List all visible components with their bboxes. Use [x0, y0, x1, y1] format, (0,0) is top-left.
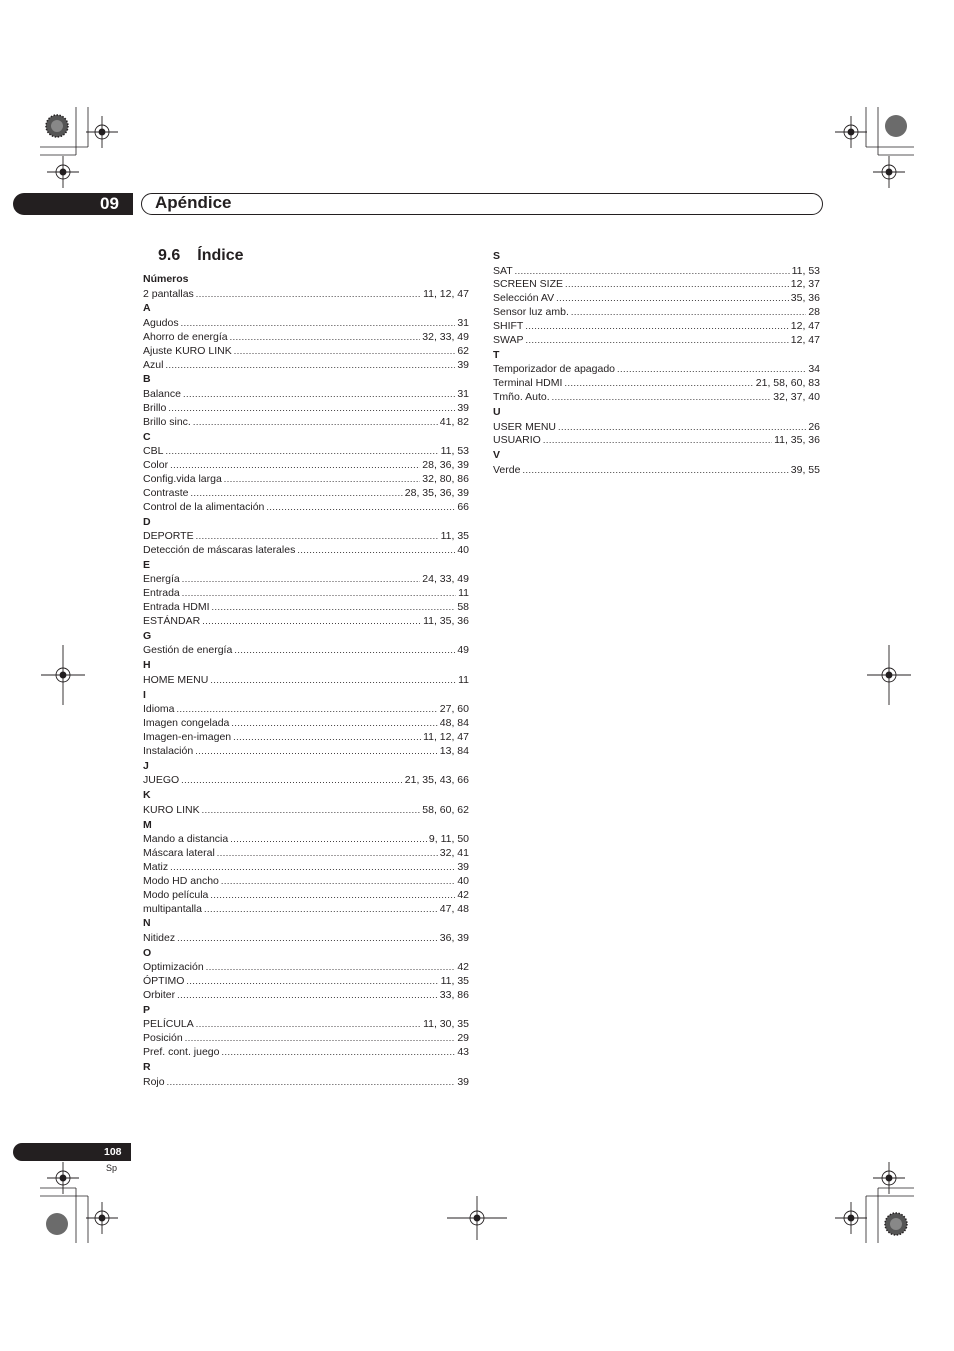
index-entry: [143, 544, 469, 558]
index-pages: 31: [457, 316, 469, 329]
dot-leader: [170, 861, 455, 875]
index-pages: 33, 86: [439, 989, 469, 1002]
index-term: Control de la alimentación: [143, 500, 265, 513]
dot-leader: [230, 331, 421, 345]
index-term: Azul: [143, 358, 164, 371]
index-entry: [143, 331, 469, 345]
index-entry: [143, 359, 469, 373]
section-title: [158, 247, 243, 265]
index-term: Imagen congelada: [143, 717, 230, 730]
index-entry: [493, 377, 820, 391]
index-term: SAT: [493, 264, 513, 277]
index-pages: 32, 37, 40: [773, 391, 820, 404]
index-entry: [493, 278, 820, 292]
index-term: Nitidez: [143, 931, 176, 944]
index-entry: [143, 833, 469, 847]
index-term: USUARIO: [493, 434, 541, 447]
dot-leader: [182, 573, 421, 587]
dot-leader: [204, 903, 438, 917]
index-pages: 11, 53: [440, 445, 469, 458]
index-entry: [143, 932, 469, 946]
index-pages: 39: [457, 401, 469, 414]
index-letter-heading: S: [493, 250, 501, 262]
index-pages: 11, 30, 35: [423, 1018, 469, 1031]
dot-leader: [167, 1076, 456, 1090]
page-language: Sp: [106, 1163, 118, 1173]
index-pages: 21, 35, 43, 66: [404, 774, 469, 787]
index-pages: 11, 12, 47: [423, 730, 469, 743]
index-entry: [143, 774, 469, 788]
index-entry: [143, 875, 469, 889]
index-term: Selección AV: [493, 292, 555, 305]
section-number: 9.6: [158, 247, 181, 264]
index-term: Máscara lateral: [143, 846, 215, 859]
index-entry: [143, 416, 469, 430]
index-entry: [493, 464, 820, 478]
dot-leader: [210, 674, 456, 688]
index-term: KURO LINK: [143, 803, 200, 816]
index-pages: 40: [457, 874, 469, 887]
index-entry: [493, 421, 820, 435]
index-term: CBL: [143, 445, 164, 458]
index-pages: 58, 60, 62: [422, 803, 469, 816]
dot-leader: [230, 833, 427, 847]
index-pages: 39: [457, 860, 469, 873]
dot-leader: [191, 487, 403, 501]
index-entry: [143, 1046, 469, 1060]
chapter-title-bar: [141, 193, 823, 215]
dot-leader: [170, 459, 420, 473]
index-pages: 34: [808, 363, 820, 376]
index-entry: [143, 587, 469, 601]
index-pages: 58: [457, 601, 469, 614]
index-pages: 26: [808, 420, 820, 433]
index-column-right: [493, 249, 820, 478]
section-title-text: Índice: [197, 247, 244, 264]
index-term: Config.vida larga: [143, 472, 222, 485]
dot-leader: [206, 961, 456, 975]
index-entry: [143, 459, 469, 473]
index-pages: 41, 82: [439, 415, 469, 428]
index-term: Sensor luz amb.: [493, 306, 569, 319]
index-entry: [143, 1032, 469, 1046]
index-pages: 28, 36, 39: [422, 459, 469, 472]
index-entry: [493, 265, 820, 279]
index-entry: [143, 717, 469, 731]
index-pages: 36, 39: [439, 931, 469, 944]
index-pages: 66: [457, 500, 469, 513]
index-pages: 42: [457, 888, 469, 901]
page-number: 108: [104, 1146, 122, 1158]
index-term: Optimización: [143, 961, 204, 974]
dot-leader: [224, 473, 420, 487]
index-term: PELÍCULA: [143, 1018, 194, 1031]
index-entry: [143, 288, 469, 302]
index-pages: 13, 84: [439, 744, 469, 757]
dot-leader: [193, 416, 438, 430]
index-entry: [143, 1018, 469, 1032]
dot-leader: [202, 615, 421, 629]
dot-leader: [552, 391, 772, 405]
index-term: Modo HD ancho: [143, 874, 219, 887]
index-entry: [143, 388, 469, 402]
index-pages: 9, 11, 50: [428, 833, 469, 846]
index-entry: [143, 804, 469, 818]
index-entry: [493, 391, 820, 405]
index-pages: 47, 48: [439, 902, 469, 915]
dot-leader: [558, 421, 806, 435]
dot-leader: [196, 1018, 421, 1032]
dot-leader: [571, 306, 806, 320]
index-term: Pref. cont. juego: [143, 1046, 220, 1059]
index-term: Posición: [143, 1032, 183, 1045]
index-entry: [493, 292, 820, 306]
dot-leader: [202, 804, 421, 818]
dot-leader: [217, 847, 438, 861]
index-letter-heading: N: [143, 917, 151, 930]
index-term: Detección de máscaras laterales: [143, 543, 296, 556]
index-term: Color: [143, 459, 169, 472]
dot-leader: [196, 530, 439, 544]
dot-leader: [177, 932, 438, 946]
index-letter-heading: R: [143, 1061, 151, 1074]
index-term: SCREEN SIZE: [493, 278, 564, 291]
dot-leader: [234, 345, 456, 359]
index-entry: [143, 975, 469, 989]
index-pages: 39: [457, 1075, 469, 1088]
index-letter-heading: A: [143, 302, 151, 315]
index-term: DEPORTE: [143, 530, 194, 543]
index-pages: 28: [808, 306, 820, 319]
index-entry: [143, 731, 469, 745]
index-pages: 40: [457, 543, 469, 556]
index-letter-heading: O: [143, 946, 152, 959]
index-term: Matiz: [143, 860, 169, 873]
dot-leader: [221, 875, 455, 889]
index-entry: [493, 434, 820, 448]
dot-leader: [525, 320, 788, 334]
index-entry: [143, 961, 469, 975]
index-term: Agudos: [143, 316, 179, 329]
dot-leader: [177, 703, 438, 717]
index-entry: [143, 703, 469, 717]
index-term: Brillo: [143, 401, 167, 414]
index-term: 2 pantallas: [143, 287, 194, 300]
index-entry: [143, 601, 469, 615]
dot-leader: [186, 975, 438, 989]
index-letter-heading: I: [143, 688, 146, 701]
index-entry: [143, 445, 469, 459]
dot-leader: [231, 717, 437, 731]
index-letter-heading: G: [143, 629, 152, 642]
index-entry: [143, 530, 469, 544]
dot-leader: [183, 388, 455, 402]
index-pages: 43: [457, 1046, 469, 1059]
index-pages: 32, 41: [439, 846, 469, 859]
index-letter-heading: P: [143, 1003, 151, 1016]
dot-leader: [221, 1046, 455, 1060]
index-letter-heading: H: [143, 659, 151, 672]
index-term: Contraste: [143, 486, 189, 499]
dot-leader: [234, 644, 455, 658]
index-term: Entrada HDMI: [143, 601, 210, 614]
index-pages: 29: [457, 1032, 469, 1045]
index-pages: 11, 35: [440, 975, 469, 988]
dot-leader: [196, 288, 421, 302]
dot-leader: [212, 601, 456, 615]
index-pages: 11: [458, 673, 469, 686]
dot-leader: [185, 1032, 456, 1046]
index-entry: [143, 674, 469, 688]
index-entry: [143, 317, 469, 331]
index-letter-heading: D: [143, 515, 151, 528]
index-entry: [143, 903, 469, 917]
index-term: Ajuste KURO LINK: [143, 344, 232, 357]
index-pages: 39, 55: [790, 463, 820, 476]
index-term: Imagen-en-imagen: [143, 730, 232, 743]
index-pages: 32, 80, 86: [422, 472, 469, 485]
index-pages: 39: [457, 358, 469, 371]
index-pages: 27, 60: [439, 703, 469, 716]
index-letter-heading: V: [493, 449, 501, 462]
dot-leader: [182, 587, 456, 601]
index-term: USER MENU: [493, 420, 557, 433]
index-entry: [493, 334, 820, 348]
dot-leader: [195, 745, 438, 759]
index-entry: [143, 847, 469, 861]
index-pages: 12, 37: [790, 278, 820, 291]
index-pages: 11, 35, 36: [423, 615, 469, 628]
index-letter-heading: K: [143, 789, 151, 802]
index-pages: 11, 53: [791, 264, 820, 277]
index-pages: 49: [457, 644, 469, 657]
index-letter-heading: T: [493, 348, 500, 361]
index-pages: 11, 12, 47: [423, 287, 469, 300]
index-entry: [493, 363, 820, 377]
index-term: Terminal HDMI: [493, 377, 563, 390]
index-term: HOME MENU: [143, 673, 209, 686]
dot-leader: [210, 889, 455, 903]
dot-leader: [515, 265, 790, 279]
index-term: ÓPTIMO: [143, 975, 185, 988]
dot-leader: [165, 445, 438, 459]
index-pages: 62: [457, 344, 469, 357]
index-entry: [143, 501, 469, 515]
index-entry: [143, 745, 469, 759]
index-entry: [143, 889, 469, 903]
index-pages: 42: [457, 961, 469, 974]
index-pages: 11: [458, 587, 469, 600]
index-term: Gestión de energía: [143, 644, 233, 657]
dot-leader: [297, 544, 455, 558]
index-entry: [143, 989, 469, 1003]
index-entry: [143, 487, 469, 501]
index-entry: [143, 644, 469, 658]
dot-leader: [266, 501, 455, 515]
index-term: Rojo: [143, 1075, 165, 1088]
dot-leader: [543, 434, 772, 448]
dot-leader: [556, 292, 789, 306]
index-entry: [143, 402, 469, 416]
index-letter-heading: J: [143, 759, 149, 772]
index-term: Energía: [143, 573, 180, 586]
index-pages: 32, 33, 49: [422, 330, 469, 343]
index-term: Ahorro de energía: [143, 330, 228, 343]
dot-leader: [168, 402, 455, 416]
index-term: JUEGO: [143, 774, 180, 787]
index-term: SWAP: [493, 333, 524, 346]
index-term: Modo película: [143, 888, 209, 901]
index-letter-heading: U: [493, 406, 501, 419]
index-pages: 31: [457, 387, 469, 400]
dot-leader: [165, 359, 455, 373]
index-pages: 28, 35, 36, 39: [404, 486, 469, 499]
index-letter-heading: E: [143, 558, 151, 571]
chapter-title: Apéndice: [155, 193, 232, 212]
index-letter-heading: B: [143, 373, 151, 386]
index-pages: 24, 33, 49: [422, 573, 469, 586]
index-pages: 35, 36: [790, 292, 820, 305]
index-term: Balance: [143, 387, 181, 400]
dot-leader: [526, 334, 789, 348]
index-pages: 12, 47: [790, 320, 820, 333]
index-pages: 11, 35, 36: [774, 434, 820, 447]
index-term: Tmño. Auto.: [493, 391, 550, 404]
index-entry: [493, 320, 820, 334]
index-term: Idioma: [143, 703, 175, 716]
index-term: multipantalla: [143, 902, 202, 915]
dot-leader: [617, 363, 806, 377]
index-entry: [143, 1076, 469, 1090]
dot-leader: [181, 317, 456, 331]
index-term: Verde: [493, 463, 521, 476]
chapter-number: 09: [100, 194, 119, 213]
index-term: Orbiter: [143, 989, 176, 1002]
dot-leader: [233, 731, 421, 745]
index-term: SHIFT: [493, 320, 524, 333]
index-entry: [143, 573, 469, 587]
index-entry: [493, 306, 820, 320]
index-term: Instalación: [143, 744, 194, 757]
dot-leader: [564, 377, 753, 391]
dot-leader: [565, 278, 789, 292]
index-entry: [143, 345, 469, 359]
index-letter-heading: C: [143, 430, 151, 443]
index-term: Temporizador de apagado: [493, 363, 616, 376]
dot-leader: [181, 774, 403, 788]
index-pages: 11, 35: [440, 530, 469, 543]
index-entry: [143, 615, 469, 629]
index-entry: [143, 861, 469, 875]
index-entry: [143, 473, 469, 487]
index-pages: 21, 58, 60, 83: [755, 377, 820, 390]
index-letter-heading: M: [143, 818, 152, 831]
index-pages: 12, 47: [790, 333, 820, 346]
index-term: Mando a distancia: [143, 833, 229, 846]
index-pages: 48, 84: [439, 717, 469, 730]
index-term: ESTÁNDAR: [143, 615, 201, 628]
dot-leader: [522, 464, 788, 478]
index-term: Entrada: [143, 587, 180, 600]
index-letter-heading: Números: [143, 273, 189, 285]
index-column-left: [143, 272, 469, 1090]
index-term: Brillo sinc.: [143, 415, 191, 428]
dot-leader: [177, 989, 438, 1003]
